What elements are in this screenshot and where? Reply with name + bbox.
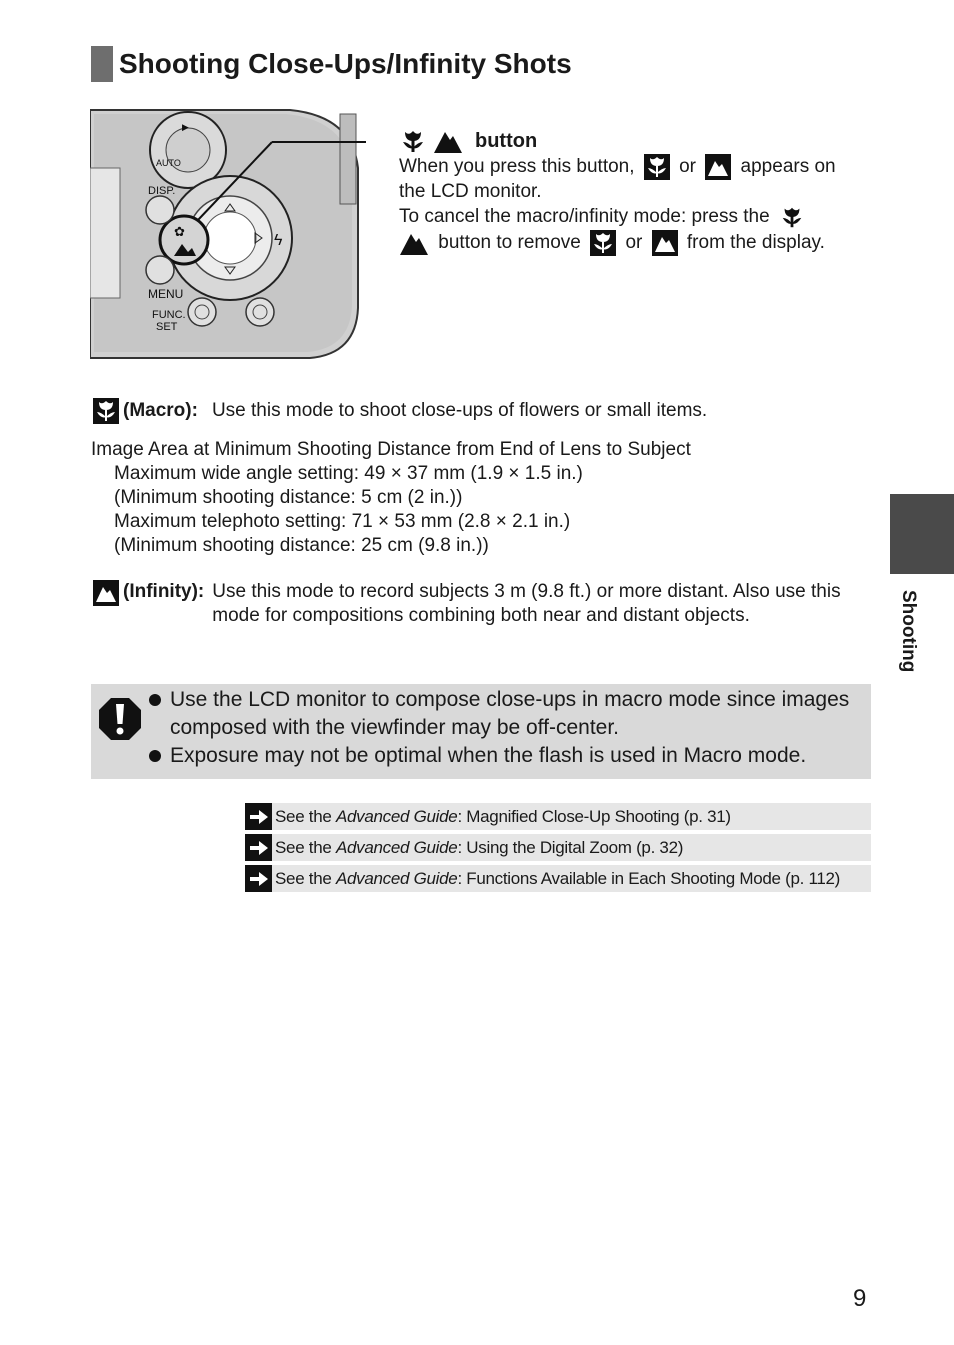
ref-prefix: See the — [275, 806, 336, 826]
reference-list — [245, 803, 871, 896]
caution-item: Exposure may not be optimal when the flash is used in Macro mode. — [147, 742, 862, 770]
bullet-icon — [149, 694, 161, 706]
infinity-mountain-icon — [399, 230, 425, 256]
button-heading — [399, 128, 879, 154]
button-line-4 — [399, 230, 879, 256]
line3-text: To cancel the macro/infinity mode: press the — [399, 206, 770, 228]
reference-item[interactable] — [245, 834, 871, 861]
disp-label: DISP. — [148, 185, 176, 197]
macro-flower-icon — [399, 128, 427, 154]
caution-list — [147, 686, 862, 770]
menu-label: MENU — [148, 287, 184, 301]
infinity-mountain-icon — [93, 580, 119, 606]
line1-end: appears on — [740, 156, 836, 178]
image-area-line: Maximum wide angle setting: 49 × 37 mm (1.9 × 1.5 in.) — [114, 463, 583, 484]
macro-flower-icon — [779, 204, 805, 230]
arrow-right-icon — [245, 865, 272, 892]
line4-or: or — [625, 232, 643, 254]
svg-text:AUTO: AUTO — [156, 158, 181, 168]
ref-prefix: See the — [275, 868, 336, 888]
chapter-label-text: Shooting — [898, 590, 919, 673]
ref-prefix: See the — [275, 837, 336, 857]
arrow-right-icon — [245, 803, 272, 830]
macro-flower-icon — [590, 230, 616, 256]
camera-illustration — [90, 108, 366, 360]
line4-end: from the display. — [686, 232, 825, 254]
chapter-tab — [890, 494, 954, 574]
button-heading-text: button — [475, 130, 538, 152]
caution-item: Use the LCD monitor to compose close-ups in macro mode since images composed with the viewfinder may be off-center. — [147, 686, 862, 742]
button-line-1 — [399, 154, 879, 180]
ref-guide: Advanced Guide — [335, 868, 458, 888]
bullet-icon — [149, 750, 161, 762]
macro-label: (Macro): — [123, 400, 198, 421]
infinity-mode-row — [93, 580, 873, 628]
button-line-3 — [399, 204, 879, 230]
ref-guide: Advanced Guide — [335, 806, 458, 826]
infinity-mountain-icon — [652, 230, 678, 256]
macro-text: Use this mode to shoot close-ups of flowers or small items. — [211, 400, 708, 421]
image-area-line: (Minimum shooting distance: 25 cm (9.8 in.)) — [114, 535, 489, 556]
button-description — [399, 128, 879, 256]
svg-text:▶: ▶ — [182, 122, 189, 132]
page-number: 9 — [853, 1285, 867, 1312]
ref-suffix: : Using the Digital Zoom (p. 32) — [457, 837, 684, 857]
svg-text:✿: ✿ — [174, 224, 185, 239]
page-title: Shooting Close-Ups/Infinity Shots — [119, 48, 572, 79]
reference-item[interactable] — [245, 803, 871, 830]
svg-text:ϟ: ϟ — [274, 232, 283, 249]
set-label-text: SET — [156, 321, 178, 333]
line4-start: button to remove — [438, 232, 581, 254]
ref-suffix: : Magnified Close-Up Shooting (p. 31) — [457, 806, 731, 826]
image-area-line: (Minimum shooting distance: 5 cm (2 in.)) — [114, 487, 463, 508]
line1-or: or — [679, 156, 696, 178]
reference-item[interactable] — [245, 865, 871, 892]
button-line-2: the LCD monitor. — [399, 181, 542, 202]
ref-guide: Advanced Guide — [335, 837, 458, 857]
ref-suffix: : Functions Available in Each Shooting Mode (p. 112) — [457, 868, 841, 888]
chapter-tab-label — [881, 590, 927, 690]
func-label: FUNC. — [152, 309, 186, 321]
macro-mode-row — [93, 398, 873, 424]
infinity-mountain-icon — [705, 154, 731, 180]
infinity-mountain-icon — [433, 128, 463, 154]
line1-start: When you press this button, — [399, 156, 635, 178]
infinity-label: (Infinity): — [123, 581, 205, 602]
title-block — [91, 46, 572, 82]
caution-box — [91, 684, 871, 779]
arrow-right-icon — [245, 834, 272, 861]
macro-flower-icon — [93, 398, 119, 424]
infinity-text: Use this mode to record subjects 3 m (9.8 ft.) or more distant. Also use this mode for compositions combining both near and distant objects. — [212, 581, 841, 626]
image-area-block — [91, 438, 871, 558]
image-area-heading: Image Area at Minimum Shooting Distance from End of Lens to Subject — [91, 439, 691, 460]
macro-flower-icon — [644, 154, 670, 180]
title-marker — [91, 46, 113, 82]
image-area-line: Maximum telephoto setting: 71 × 53 mm (2.8 × 2.1 in.) — [114, 511, 571, 532]
caution-icon — [97, 696, 143, 747]
